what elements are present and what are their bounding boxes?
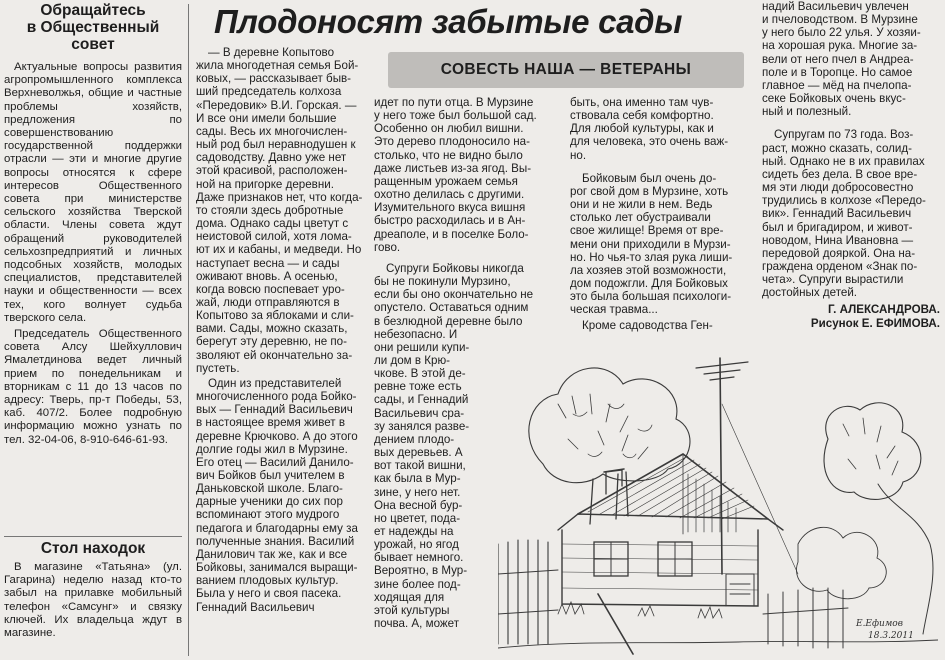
author-signature: Г. АЛЕКСАНДРОВА. [828,303,940,317]
article-paragraph: — В деревне Копытово жила многодетная семья Бой- ковых, — рассказывает быв- ший председатель колхоза «Передовик» В.И. Горская. — И все они имели большие сады. Весь их многочислен- ный род был неравнодушен к садоводству. Давно уже нет этой красивой, расположен- ной на пригорке деревни. Даже признаков нет, что когда- то стояли здесь добротные дома. Однако сады цветут с неистовой силой, хотя лома- ют их и кабаны, и медведи. Но наступает весна — и сады оживают вновь. А осенью, когда вовсю поспевает уро- жай, люди отправляются в Копытово за яблоками и сли- вами. Сады, можно сказать, берегут эту деревню, не по- зволяют ей окончательно за- пустеть. [196,46,363,375]
article-paragraph: Один из представителей многочисленного рода Бойко- вых — Геннадий Васильевич в настоящее время живет в деревне Крючково. А до этого долгие годы жил в Мурзине. Его отец — Василий Данило- вич Бойков был учителем в Даньковской школе. Благо- дарные ученики до сих пор вспоминают этого мудрого педагога и благодарны ему за полученные знания. Василий Данилович так же, как и все Бойковы, занимался выращи- ванием плодовых культур. Была у него и своя пасека. Геннадий Васильевич [196,376,358,614]
public-council-heading: Обращайтесь в Общественный совет [26,2,160,53]
article-paragraph: Бойковым был очень до- рог свой дом в Мурзине, хоть они и не жили в нем. Ведь столько лет обустраивали свое жилище! Время от вре- мени они приходили в Мурзи- но. Но чья-то злая рука лиши- ла хозяев этой возможности, дом подожгли. Для Бойковых это была большая психологи- ческая травма... [570,171,733,317]
article-paragraph: Кроме садоводства Ген- [582,318,713,332]
article-paragraph: надий Васильевич увлечен и пчеловодством. В Мурзине у него было 22 улья. У хозяи- на хорошая рука. Многие за- вели от него пчел в Андреа- поле и в Торопце. Но самое главное — мёд на пчелопа- секе Бойковых очень вкус- ный и полезный. [762,0,921,119]
article-column-2 [196,46,368,614]
article-paragraph: идет по пути отца. В Мурзине у него тоже был большой сад. Особенно он любил вишни. Это дерево плодоносило на- столько, что не видно было даже листьев из-за ягод. Вы- ращенным урожаем семья охотно делилась с другими. Изумительного вкуса вишня быстро расходилась и в Ан- дреаполе, и в поселке Боло- гово. [374,96,537,254]
public-council-paragraph-2: Председатель Общественного совета Алсу Шейхуллович Ямалетдинова ведет личный прием по понедельникам и вторникам с 11 до 13 часов по адресу: Тверь, пр-т Победы, 53, каб. 407/2. Более подробную информацию можно узнать по тел. 32-04-06, 8-910-646-61-93. [4,328,182,446]
lost-found-paragraph: В магазине «Татьяна» (ул. Гагарина) неделю назад кто-то забыл на прилавке мобильный телефон «Самсунг» и связку ключей. Их владельца ждут в магазине. [4,561,182,640]
lost-found-block [4,540,182,640]
illustrator-credit: Рисунок Е. ЕФИМОВА. [810,316,940,330]
article-paragraph: Супругам по 73 года. Воз- раст, можно сказать, солид- ный. Однако не в их правилах сидеть без дела. В свое вре- мя эти люди добросовестно трудились в колхозе «Передо- вик». Геннадий Васильевич был и бригадиром, и живот- новодом, Нина Ивановна — передовой дояркой. Она на- граждена орденом «Знак по- чета». Супруги вырастили достойных детей. [762,128,926,300]
public-council-paragraph-1: Актуальные вопросы развития агропромышленного комплекса Верхневолжья, общие и частные проблемы хозяйств, предложения по совершенствованию государственной поддержки отрасли — эти и многие другие вопросы относятся к сфере интересов Общественного совета при министерстве сельского хозяйства Тверской области. Члены совета ждут обращений руководителей сельхозпредприятий и личных подсобных хозяйств, молодых специалистов, представителей науки и общественности — всех тех, кого волнует судьба тверского села. [4,61,182,324]
article-column-4 [570,96,748,332]
article-headline: Плодоносят забытые сады [214,3,683,40]
sidebar-column [4,2,182,447]
article-paragraph: быть, она именно там чув- ствовала себя комфортно. Для любой культуры, как и для человека, это очень важ- но. [570,96,729,162]
article-column-5 [762,0,940,330]
house-sketch-illustration [498,344,938,658]
rubric-banner: СОВЕСТЬ НАША — ВЕТЕРАНЫ [388,52,744,88]
column-rule-1 [188,4,189,656]
article-paragraph: Супруги Бойковы никогда бы не покинули Мурзино, если бы оно окончательно не опустело. Оставаться одним в безлюдной деревне было небезопасно. И они решили купи- ли дом в Крю- чкове. В этой де- ревне тоже есть сады, и Геннадий Васильевич сра- зу занялся разве- дением плодо- вых деревьев. А вот такой вишни, как была в Мур- зине, у него нет. Она весной бур- но цветет, пода- ет надежды на урожай, но ягод бывает немного. Вероятно, в Мур- зине более под- ходящая для этой культуры почва. А, может [374,261,534,631]
lost-found-heading: Стол находок [40,540,146,557]
drawing-signature: Е.Ефимов 18.3.2011 [856,619,914,641]
left-divider [4,536,182,537]
